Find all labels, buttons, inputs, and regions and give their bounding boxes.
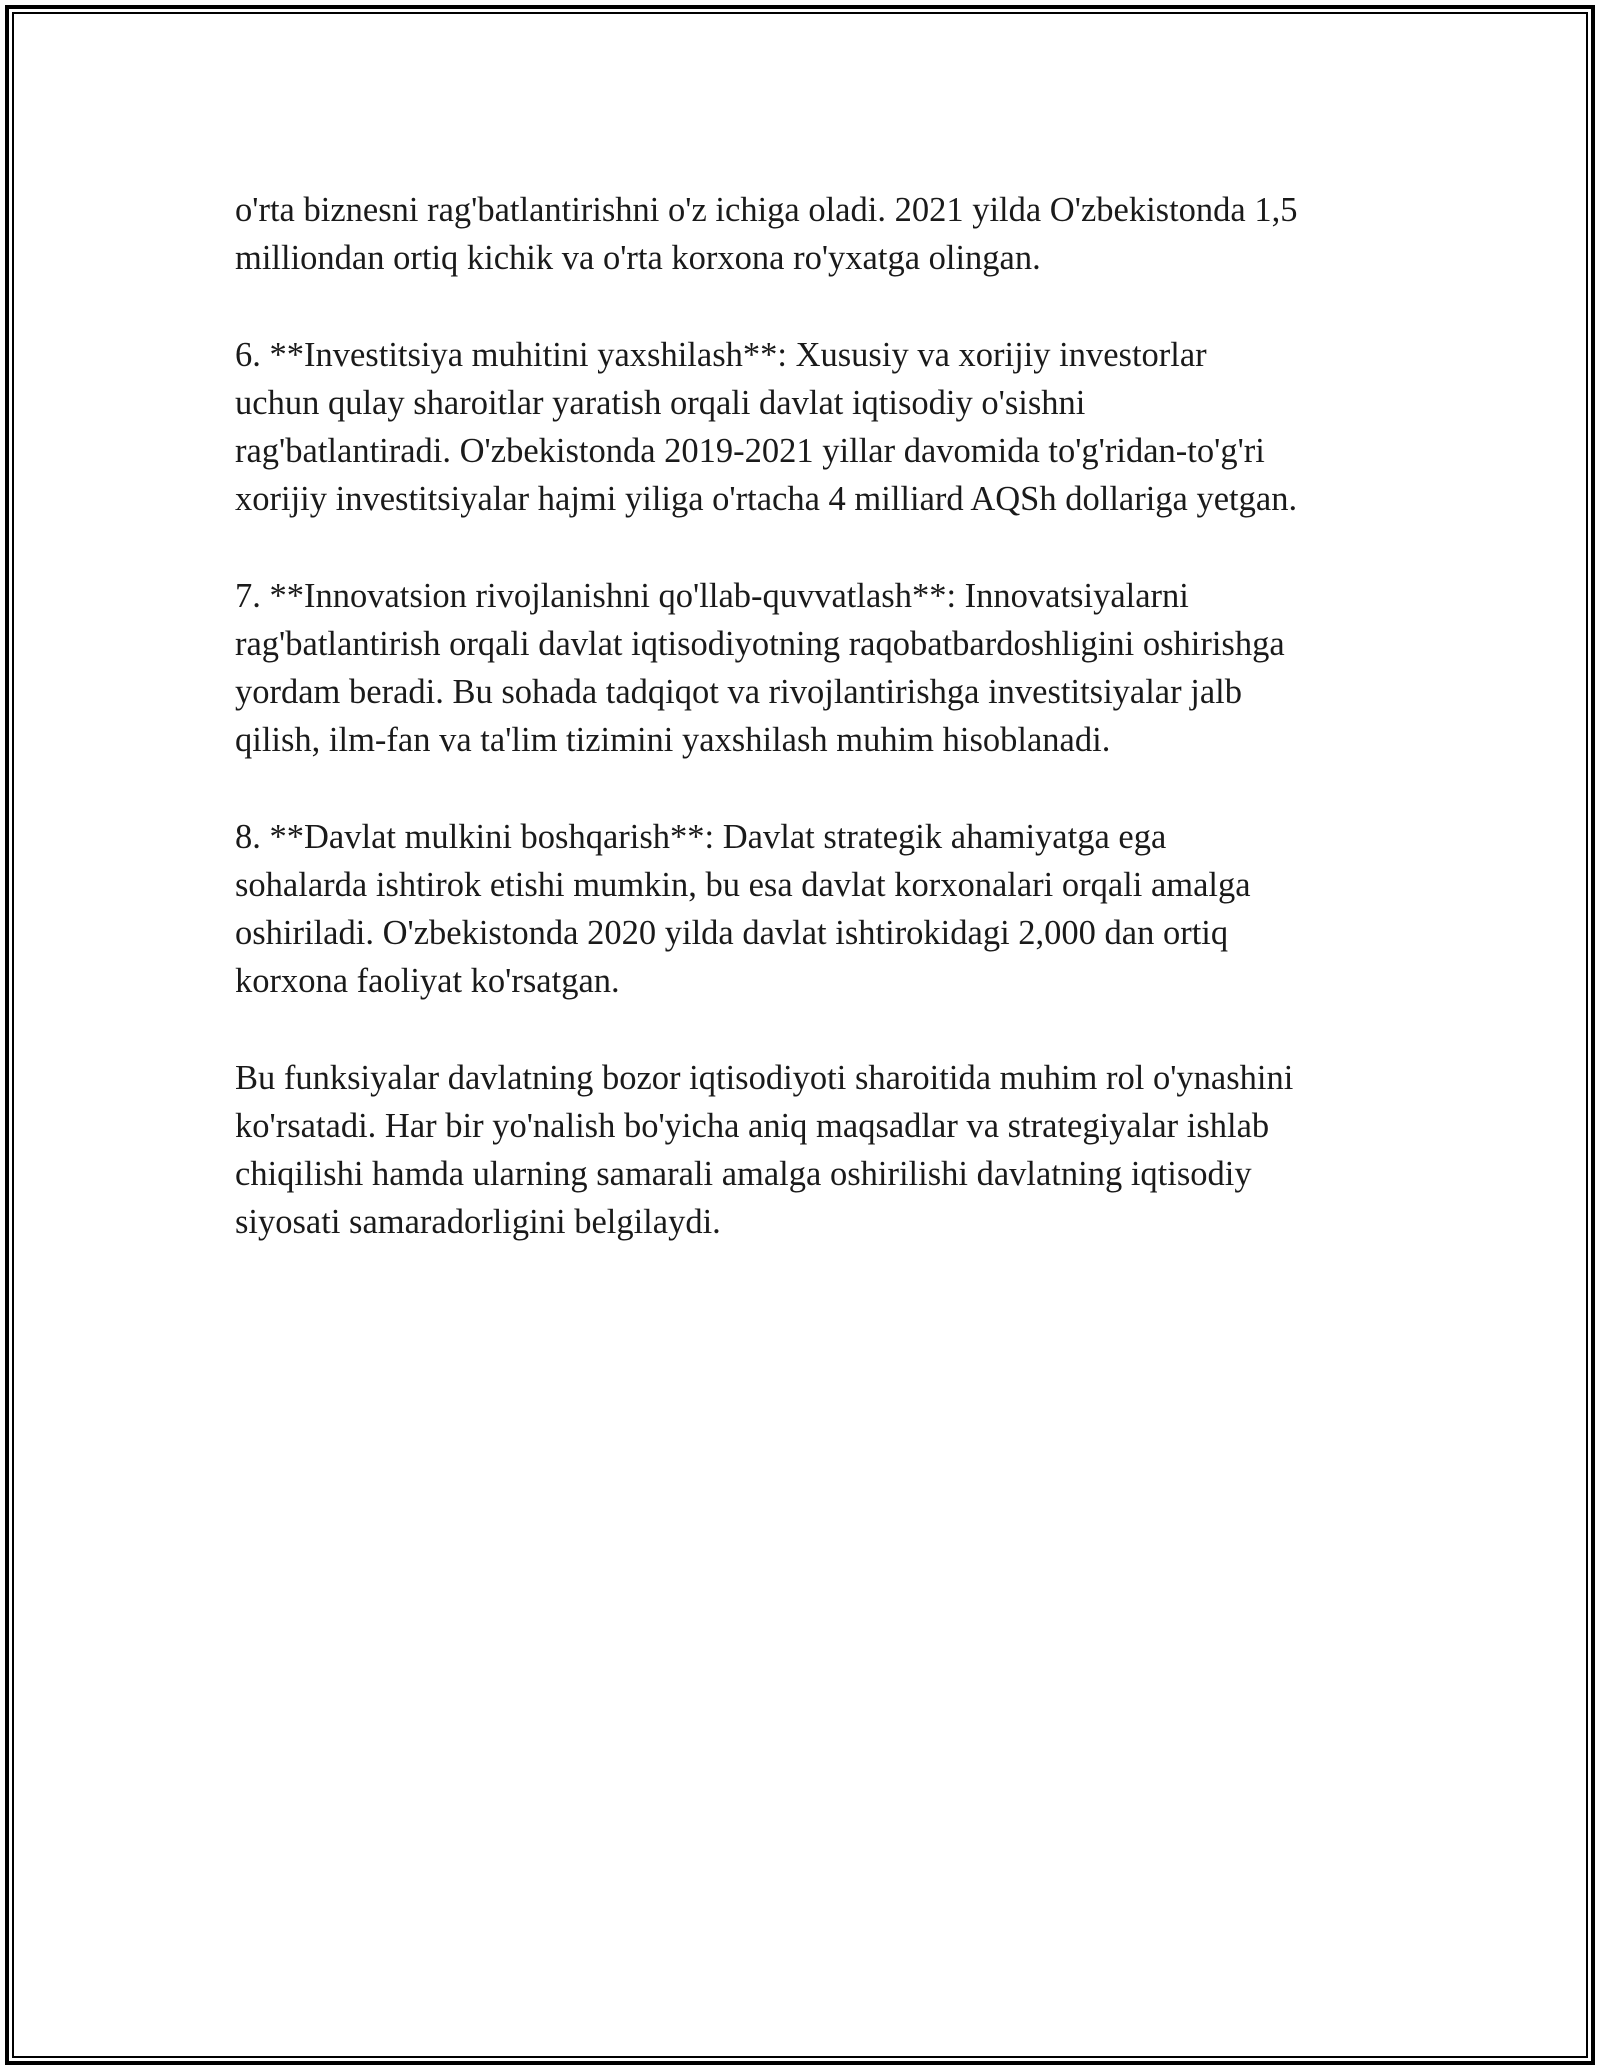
paragraph-conclusion: Bu funksiyalar davlatning bozor iqtisodiyoti sharoitida muhim rol o'ynashini ko'rsatadi. Har bir yo'nalish bo'yicha aniq maqsadlar va strategiyalar ishlab chiqilishi hamda ularning samarali amalga oshirilishi davlatning iqtisodiy siyosati samaradorligini belgilaydi. bbox=[235, 1058, 1294, 1242]
paragraph-continuation: o'rta biznesni rag'batlantirishni o'z ichiga oladi. 2021 yilda O'zbekistonda 1,5 milliondan ortiq kichik va o'rta korxona ro'yxatga olingan. bbox=[235, 191, 1298, 278]
document-body bbox=[235, 186, 1375, 1295]
paragraph-item-6: 6. **Investitsiya muhitini yaxshilash**: Xususiy va xorijiy investorlar uchun qulay sharoitlar yaratish orqali davlat iqtisodiy o'sishni rag'batlantiradi. O'zbekistonda 2019-2021 yillar davomida to'g'ridan-to'g'ri xorijiy investitsiyalar hajmi yiliga o'rtacha 4 milliard AQSh dollariga yetgan. bbox=[235, 335, 1298, 519]
paragraph-item-7: 7. **Innovatsion rivojlanishni qo'llab-quvvatlash**: Innovatsiyalarni rag'batlantirish orqali davlat iqtisodiyotning raqobatbardoshligini oshirishga yordam beradi. Bu sohada tadqiqot va rivojlantirishga investitsiyalar jalb qilish, ilm-fan va ta'lim tizimini yaxshilash muhim hisoblanadi. bbox=[235, 576, 1285, 760]
paragraph-item-8: 8. **Davlat mulkini boshqarish**: Davlat strategik ahamiyatga ega sohalarda ishtirok etishi mumkin, bu esa davlat korxonalari orqali amalga oshiriladi. O'zbekistonda 2020 yilda davlat ishtirokidagi 2,000 dan ortiq korxona faoliyat ko'rsatgan. bbox=[235, 817, 1251, 1001]
